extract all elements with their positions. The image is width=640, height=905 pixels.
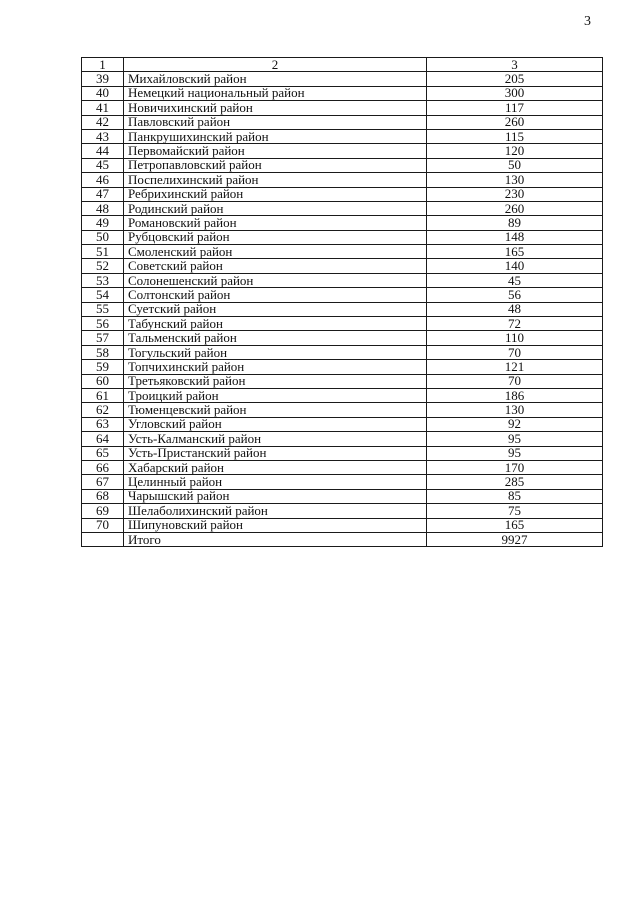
row-number-cell: 63: [82, 417, 124, 431]
district-name-cell: Тальменский район: [124, 331, 427, 345]
value-cell: 92: [427, 417, 603, 431]
district-table: [81, 57, 603, 547]
row-number-cell: 68: [82, 489, 124, 503]
value-cell: 130: [427, 403, 603, 417]
district-name-cell: Новичихинский район: [124, 101, 427, 115]
value-cell: 45: [427, 273, 603, 287]
district-name-cell: Родинский район: [124, 201, 427, 215]
value-cell: 140: [427, 259, 603, 273]
row-number-cell: 40: [82, 86, 124, 100]
value-cell: 186: [427, 388, 603, 402]
district-name-cell: Угловский район: [124, 417, 427, 431]
row-number-cell: 66: [82, 460, 124, 474]
table-row: [82, 446, 603, 460]
district-name-cell: Первомайский район: [124, 144, 427, 158]
row-number-cell: 65: [82, 446, 124, 460]
row-number-cell: 50: [82, 230, 124, 244]
district-name-cell: Павловский район: [124, 115, 427, 129]
district-name-cell: Панкрушихинский район: [124, 129, 427, 143]
row-number-cell: 62: [82, 403, 124, 417]
value-cell: 285: [427, 475, 603, 489]
table-row: [82, 144, 603, 158]
district-name-cell: Усть-Калманский район: [124, 432, 427, 446]
district-name-cell: Ребрихинский район: [124, 187, 427, 201]
row-number-cell: 49: [82, 216, 124, 230]
row-number-cell: 51: [82, 245, 124, 259]
table-row: [82, 460, 603, 474]
row-number-cell: 58: [82, 345, 124, 359]
value-cell: 95: [427, 432, 603, 446]
row-number-cell: 43: [82, 129, 124, 143]
row-number-cell: 64: [82, 432, 124, 446]
row-number-cell: 42: [82, 115, 124, 129]
district-name-cell: Немецкий национальный район: [124, 86, 427, 100]
table-row: [82, 158, 603, 172]
value-cell: 120: [427, 144, 603, 158]
value-cell: 95: [427, 446, 603, 460]
district-name-cell: Михайловский район: [124, 72, 427, 86]
value-cell: 50: [427, 158, 603, 172]
value-cell: 70: [427, 374, 603, 388]
table-row: [82, 173, 603, 187]
table-row: [82, 101, 603, 115]
row-number-cell: 44: [82, 144, 124, 158]
column-header-value: 3: [427, 58, 603, 72]
value-cell: 205: [427, 72, 603, 86]
table-row: [82, 273, 603, 287]
table-row: [82, 187, 603, 201]
row-number-cell: 57: [82, 331, 124, 345]
table-row: [82, 403, 603, 417]
district-name-cell: Итого: [124, 532, 427, 546]
row-number-cell: 52: [82, 259, 124, 273]
value-cell: 130: [427, 173, 603, 187]
table-row: [82, 475, 603, 489]
column-header-name: 2: [124, 58, 427, 72]
value-cell: 75: [427, 504, 603, 518]
table-row: [82, 388, 603, 402]
value-cell: 110: [427, 331, 603, 345]
district-name-cell: Рубцовский район: [124, 230, 427, 244]
table-row: [82, 259, 603, 273]
row-number-cell: 41: [82, 101, 124, 115]
district-name-cell: Целинный район: [124, 475, 427, 489]
district-name-cell: Шипуновский район: [124, 518, 427, 532]
value-cell: 121: [427, 360, 603, 374]
district-name-cell: Поспелихинский район: [124, 173, 427, 187]
table-row: [82, 230, 603, 244]
value-cell: 48: [427, 302, 603, 316]
table-row: [82, 417, 603, 431]
row-number-cell: 70: [82, 518, 124, 532]
district-name-cell: Табунский район: [124, 317, 427, 331]
district-name-cell: Романовский район: [124, 216, 427, 230]
district-name-cell: Солонешенский район: [124, 273, 427, 287]
value-cell: 117: [427, 101, 603, 115]
district-name-cell: Шелаболихинский район: [124, 504, 427, 518]
row-number-cell: 45: [82, 158, 124, 172]
row-number-cell: 48: [82, 201, 124, 215]
value-cell: 260: [427, 115, 603, 129]
table-row: [82, 216, 603, 230]
table-row: [82, 345, 603, 359]
district-name-cell: Тогульский район: [124, 345, 427, 359]
table-row: [82, 115, 603, 129]
value-cell: 56: [427, 288, 603, 302]
value-cell: 300: [427, 86, 603, 100]
row-number-cell: 56: [82, 317, 124, 331]
page-number: 3: [584, 14, 591, 29]
row-number-cell: 54: [82, 288, 124, 302]
table-row: [82, 432, 603, 446]
value-cell: 89: [427, 216, 603, 230]
district-name-cell: Усть-Пристанский район: [124, 446, 427, 460]
district-name-cell: Третьяковский район: [124, 374, 427, 388]
value-cell: 260: [427, 201, 603, 215]
value-cell: 165: [427, 518, 603, 532]
value-cell: 72: [427, 317, 603, 331]
district-name-cell: Суетский район: [124, 302, 427, 316]
value-cell: 9927: [427, 532, 603, 546]
district-name-cell: Хабарский район: [124, 460, 427, 474]
table-row: [82, 504, 603, 518]
row-number-cell: 46: [82, 173, 124, 187]
district-name-cell: Солтонский район: [124, 288, 427, 302]
row-number-cell: 53: [82, 273, 124, 287]
table-row: [82, 302, 603, 316]
total-row: [82, 532, 603, 546]
table-row: [82, 72, 603, 86]
table-row: [82, 489, 603, 503]
table-row: [82, 245, 603, 259]
district-name-cell: Тюменцевский район: [124, 403, 427, 417]
value-cell: 85: [427, 489, 603, 503]
table-row: [82, 86, 603, 100]
table-row: [82, 201, 603, 215]
district-name-cell: Петропавловский район: [124, 158, 427, 172]
value-cell: 165: [427, 245, 603, 259]
table-row: [82, 360, 603, 374]
district-name-cell: Советский район: [124, 259, 427, 273]
value-cell: 148: [427, 230, 603, 244]
table-header-row: [82, 58, 603, 72]
table-row: [82, 129, 603, 143]
table-row: [82, 317, 603, 331]
row-number-cell: 59: [82, 360, 124, 374]
district-name-cell: Чарышский район: [124, 489, 427, 503]
table-row: [82, 288, 603, 302]
value-cell: 230: [427, 187, 603, 201]
row-number-cell: 47: [82, 187, 124, 201]
district-name-cell: Смоленский район: [124, 245, 427, 259]
row-number-cell: 69: [82, 504, 124, 518]
table-row: [82, 374, 603, 388]
row-number-cell: [82, 532, 124, 546]
table-row: [82, 518, 603, 532]
table-row: [82, 331, 603, 345]
row-number-cell: 61: [82, 388, 124, 402]
value-cell: 70: [427, 345, 603, 359]
value-cell: 115: [427, 129, 603, 143]
row-number-cell: 39: [82, 72, 124, 86]
row-number-cell: 55: [82, 302, 124, 316]
column-header-number: 1: [82, 58, 124, 72]
row-number-cell: 60: [82, 374, 124, 388]
value-cell: 170: [427, 460, 603, 474]
district-name-cell: Топчихинский район: [124, 360, 427, 374]
row-number-cell: 67: [82, 475, 124, 489]
district-name-cell: Троицкий район: [124, 388, 427, 402]
